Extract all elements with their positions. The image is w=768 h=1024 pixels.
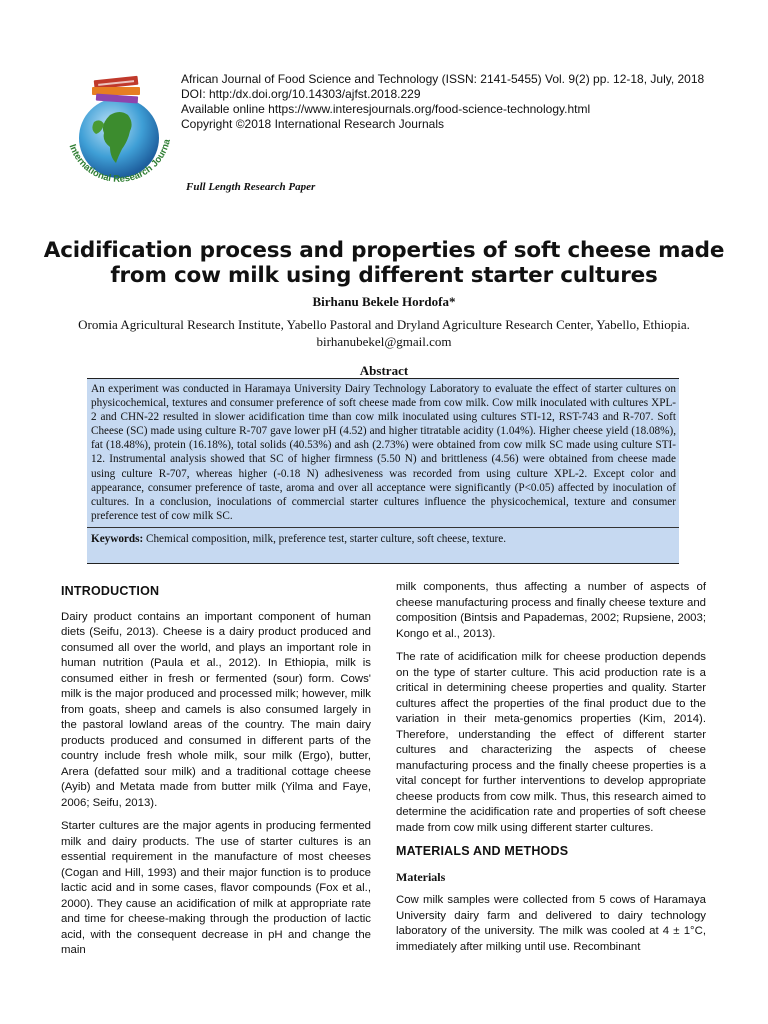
journal-citation: African Journal of Food Science and Technology (ISSN: 2141-5455) Vol. 9(2) pp. 12-18, July, 2018 [181, 72, 705, 86]
materials-subheading: Materials [396, 869, 446, 884]
abstract-text: An experiment was conducted in Haramaya University Dairy Technology Laboratory to evaluate the effect of starter cultures on physicochemical, textures and consumer preference of soft cheese made from cow milk. Cow milk inoculated with cultures XPL-2 and CHN-22 resulted in slower acidification time than cow milk inoculated using cultures STI-12, RST-743 and R-707. Soft Cheese (SC) made using culture R-707 gave lower pH (4.52) and higher titratable acidity (1.04%). Higher cheese yield (18.08%), fat (18.48%), protein (16.18%), total solids (40.53%) and ash (2.73%) were obtained from cow milk SC made using culture STI-12. Instrumental analysis showed that SC of higher firmness (5.50 N) and brittleness (4.56) were obtained from cheese made using culture R-707, whereas higher (-0.18 N) adhesiveness was recorded from using culture XPL-2. Except color and appearance, consumer preference of taste, aroma and over all acceptance were significantly (P<0.05) affected by inoculation of cultures. In a conclusion, inoculations of commercial starter cultures influence the physicochemical, texture and consumer preference test of cow milk SC. [91, 383, 676, 522]
right-column [396, 580, 706, 963]
journal-header [181, 72, 741, 132]
intro-paragraph-3: milk components, thus affecting a number of aspects of cheese manufacturing process and finally cheese texture and composition (Bintsis and Papademas, 2002; Rupsiene, 2003; Kongo et al., 2013). [396, 581, 706, 640]
author: Birhanu Bekele Hordofa* [312, 294, 456, 309]
intro-paragraph-4: The rate of acidification milk for cheese production depends on the type of starter culture. This acid production rate is a critical in determining cheese properties and quality. Starter cultures affect the properties of the final product due to the variation in their meta-genomics properties (Kim, 2014). Therefore, understanding the effect of different starter cultures and characterizing the aspects of cheese manufacturing process and the finally cheese properties is a vital concept for further interventions to develop appropriate cheese products from cow milk. Thus, this research aimed to determine the acidification rate and properties of soft cheese made from cow milk using different starter cultures. [396, 651, 706, 834]
paper-type: Full Length Research Paper [186, 181, 316, 193]
intro-paragraph-1: Dairy product contains an important component of human diets (Seifu, 2013). Cheese is a dairy product produced and consumed all over the world, and plays an important role in human nutrition (Paula et al., 2012). In Ethiopia, milk is consumed either in fresh or fermented (sour) form. Cows' milk is the major produced and processed milk; however, milk from goats, sheep and camels is also consumed largely in the pastoral lowland areas of the country. The main dairy products produced and consumed in different parts of the country include fresh whole milk, sour milk (Ergo), butter, Arera (defatted sour milk) and a traditional cottage cheese (Ayib) and Metata made from butter milk (Yilma and Faye, 2006; Seifu, 2013). [61, 610, 371, 809]
keywords-text: Chemical composition, milk, preference test, starter culture, soft cheese, texture. [146, 532, 507, 545]
intro-paragraph-2: Starter cultures are the major agents in producing fermented milk and dairy products. The use of starter cultures is an essential requirement in the manufacture of most cheeses (Cogan and Hill, 1993) and their major function is to produce lactic acid and in some cases, flavor compounds (Fox et al., 2000). They cause an acidification of milk at appropriate rate and time for cheese-making through the production of lactic acid, with the consequent decrease in pH and change the main [61, 820, 371, 956]
keywords-label: Keywords: [91, 532, 144, 545]
methods-heading: MATERIALS AND METHODS [396, 844, 569, 858]
left-column [61, 580, 371, 967]
copyright: Copyright ©2018 International Research Journals [181, 117, 444, 131]
logo-text: International Research Journa [66, 138, 173, 185]
doi-link[interactable]: DOI: http:/dx.doi.org/10.14303/ajfst.2018.229 [181, 87, 421, 101]
abstract-box [87, 378, 679, 564]
paper-title: Acidification process and properties of soft cheese made from cow milk using different starter cultures [43, 238, 725, 288]
materials-paragraph: Cow milk samples were collected from 5 cows of Haramaya University dairy farm and delivered to dairy technology laboratory of the university. The milk was cooled at 4 ± 1°C, immediately after milking until use. Recombinant [396, 894, 706, 953]
keywords-divider [87, 527, 679, 528]
abstract-heading: Abstract [359, 363, 409, 378]
introduction-heading: INTRODUCTION [61, 584, 160, 598]
journal-logo [58, 70, 180, 198]
affiliation: Oromia Agricultural Research Institute, Yabello Pastoral and Dryland Agriculture Research Center, Yabello, Ethiopia. birhanubekel@gmail.com [78, 317, 690, 349]
globe-with-books-icon [58, 70, 180, 198]
keywords [91, 532, 676, 546]
available-online-link[interactable]: Available online https://www.interesjournals.org/food-science-technology.html [181, 102, 591, 116]
